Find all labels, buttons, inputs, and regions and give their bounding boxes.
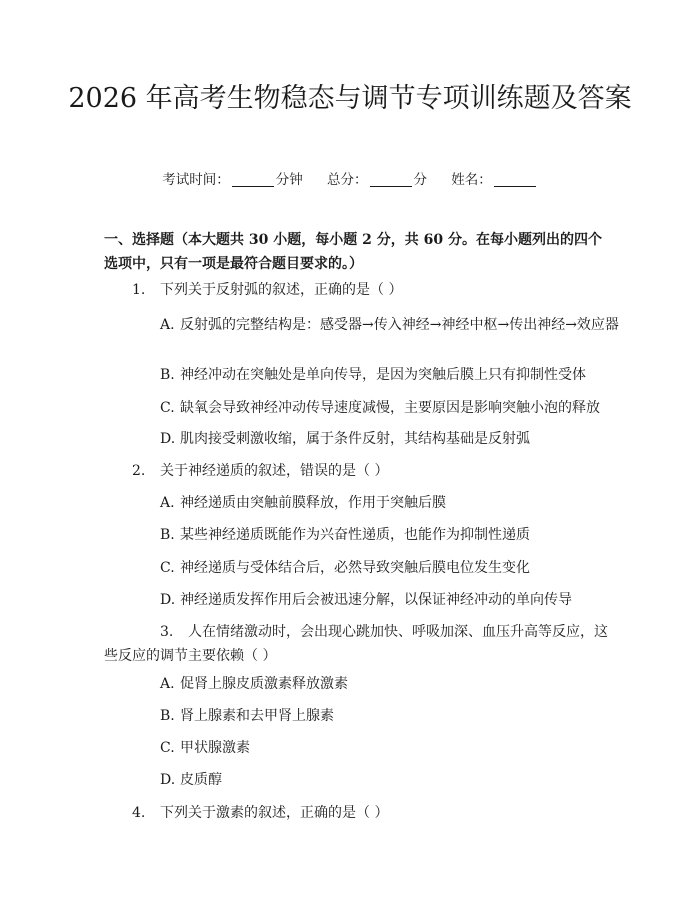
option-text: 反射弧的完整结构是：感受器→传入神经→神经中枢→传出神经→效应器: [180, 317, 619, 333]
question-number: 3.: [160, 624, 174, 640]
option-1a: [104, 313, 620, 337]
score-unit: 分: [413, 172, 427, 188]
score-label: 总分：: [327, 172, 368, 188]
score-blank[interactable]: [370, 172, 412, 187]
option-3b: [160, 705, 612, 728]
question-stem: 关于神经递质的叙述，错误的是（ ）: [160, 463, 389, 479]
time-unit: 分钟: [275, 172, 303, 188]
option-text: 缺氧会导致神经冲动传导速度减慢，主要原因是影响突触小泡的释放: [180, 400, 600, 416]
option-3c: [160, 737, 612, 760]
option-letter: D.: [160, 431, 176, 447]
option-3a: [160, 673, 612, 696]
question-1: [104, 279, 612, 302]
option-text: 甲状腺激素: [180, 740, 250, 756]
option-2d: [160, 589, 612, 612]
option-text: 某些神经递质既能作为兴奋性递质，也能作为抑制性递质: [180, 527, 530, 543]
page-title: 2026 年高考生物稳态与调节专项训练题及答案: [68, 83, 632, 114]
question-stem: 下列关于激素的叙述，正确的是（ ）: [160, 805, 389, 821]
section-heading: 一、选择题（本大题共 30 小题，每小题 2 分，共 60 分。在每小题列出的四个选项中，只有一项是最符合题目要求的。）: [104, 232, 602, 272]
question-2: [104, 460, 612, 483]
option-letter: B.: [160, 527, 175, 543]
option-1b: [160, 364, 612, 387]
option-text: 肾上腺素和去甲肾上腺素: [180, 708, 334, 724]
name-label: 姓名：: [451, 172, 492, 188]
question-4: [104, 802, 612, 825]
name-blank[interactable]: [494, 172, 536, 187]
option-letter: D.: [160, 772, 176, 788]
option-letter: D.: [160, 592, 176, 608]
option-letter: A.: [160, 495, 175, 511]
question-stem: 下列关于反射弧的叙述，正确的是（ ）: [160, 282, 403, 298]
question-number: 2.: [132, 463, 146, 479]
question-stem: 人在情绪激动时，会出现心跳加快、呼吸加深、血压升高等反应，这些反应的调节主要依赖（ ）: [104, 624, 608, 664]
option-letter: B.: [160, 367, 175, 383]
option-2b: [160, 524, 612, 547]
option-text: 促肾上腺皮质激素释放激素: [180, 676, 348, 692]
option-text: 神经递质发挥作用后会被迅速分解，以保证神经冲动的单向传导: [180, 592, 572, 608]
name-field: [451, 172, 538, 188]
option-letter: A.: [160, 317, 175, 333]
option-letter: C.: [160, 740, 175, 756]
option-text: 肌肉接受刺激收缩，属于条件反射，其结构基础是反射弧: [180, 431, 530, 447]
option-letter: A.: [160, 676, 175, 692]
question-number: 4.: [132, 805, 146, 821]
question-3: [104, 620, 620, 668]
option-1d: [160, 428, 612, 451]
option-2c: [160, 557, 612, 580]
time-field: [162, 172, 303, 188]
option-letter: C.: [160, 400, 175, 416]
option-1c: [160, 397, 612, 420]
time-label: 考试时间：: [162, 172, 230, 188]
option-text: 神经冲动在突触处是单向传导，是因为突触后膜上只有抑制性受体: [180, 367, 586, 383]
option-2a: [160, 492, 612, 515]
score-field: [327, 172, 427, 188]
option-letter: C.: [160, 560, 175, 576]
time-blank[interactable]: [232, 172, 274, 187]
option-text: 神经递质由突触前膜释放，作用于突触后膜: [180, 495, 446, 511]
option-text: 神经递质与受体结合后，必然导致突触后膜电位发生变化: [180, 560, 530, 576]
option-letter: B.: [160, 708, 175, 724]
question-number: 1.: [132, 282, 146, 298]
option-text: 皮质醇: [180, 772, 222, 788]
exam-meta: [0, 168, 700, 188]
option-3d: [160, 769, 612, 792]
